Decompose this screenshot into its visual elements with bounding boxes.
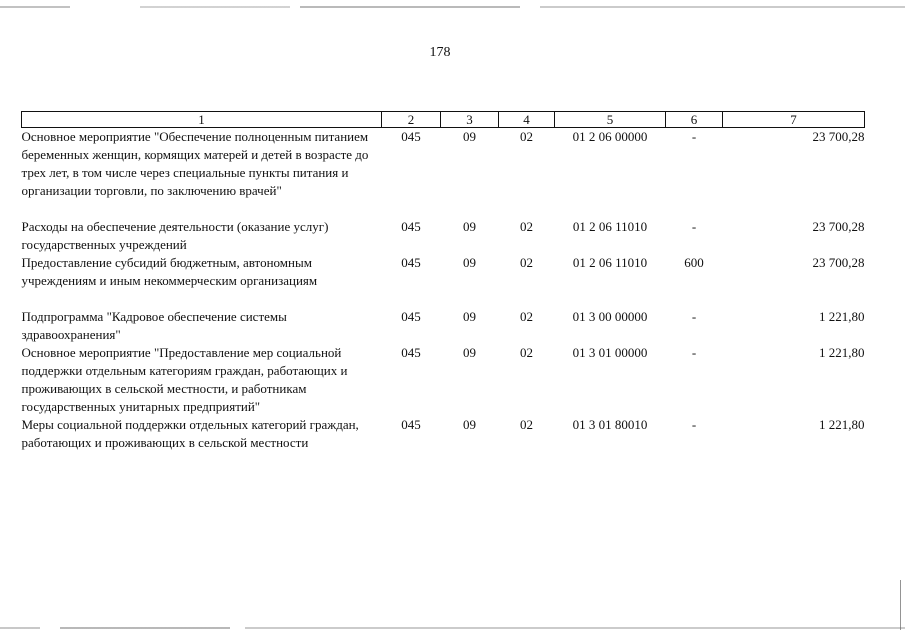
row-name: Меры социальной поддержки отдельных категорий граждан, работающих и проживающих в сельской местности — [21, 417, 359, 450]
row-subsection: 02 — [520, 345, 533, 360]
row-section: 09 — [463, 219, 476, 234]
row-section: 09 — [463, 309, 476, 324]
table-row — [22, 254, 865, 290]
row-admin: 045 — [401, 345, 421, 360]
row-amount: 1 221,80 — [819, 345, 865, 360]
row-spacer — [22, 200, 865, 218]
row-name: Основное мероприятие "Предоставление мер социальной поддержки отдельным категориям граждан, работающих и проживающих в сельской местности, и работникам государственных унитарных предприятий" — [21, 345, 348, 414]
row-admin: 045 — [401, 417, 421, 432]
table-header-row — [22, 112, 865, 128]
row-type: - — [691, 309, 697, 324]
row-admin: 045 — [401, 129, 421, 144]
budget-table — [21, 111, 865, 452]
row-subsection: 02 — [520, 219, 533, 234]
row-name: Расходы на обеспечение деятельности (оказание услуг) государственных учреждений — [21, 219, 329, 252]
scan-edge-bottom — [0, 627, 905, 629]
row-amount: 23 700,28 — [812, 219, 865, 234]
row-amount: 23 700,28 — [812, 255, 865, 270]
row-admin: 045 — [401, 219, 421, 234]
row-amount: 23 700,28 — [812, 129, 865, 144]
row-target: 01 3 00 00000 — [572, 309, 648, 324]
row-section: 09 — [463, 417, 476, 432]
row-type: - — [691, 129, 697, 144]
row-target: 01 3 01 00000 — [572, 345, 648, 360]
column-header: 3 — [441, 112, 499, 128]
table-row — [22, 218, 865, 254]
row-subsection: 02 — [520, 255, 533, 270]
row-section: 09 — [463, 345, 476, 360]
row-type: - — [691, 417, 697, 432]
column-header: 5 — [555, 112, 666, 128]
row-admin: 045 — [401, 309, 421, 324]
row-target: 01 2 06 11010 — [572, 219, 648, 234]
scan-edge-top — [0, 6, 905, 8]
row-amount: 1 221,80 — [819, 309, 865, 324]
row-spacer — [22, 290, 865, 308]
row-name: Предоставление субсидий бюджетным, автономным учреждениям и иным некоммерческим организациям — [21, 255, 318, 288]
column-header: 1 — [22, 112, 382, 128]
table-row — [22, 308, 865, 344]
row-name: Подпрограмма "Кадровое обеспечение системы здравоохранения" — [21, 309, 287, 342]
row-target: 01 2 06 00000 — [572, 129, 648, 144]
row-type: 600 — [684, 255, 704, 270]
row-name: Основное мероприятие "Обеспечение полноценным питанием беременных женщин, кормящих матерей и детей в возрасте до трех лет, в том числе через специальные пункты питания и организации торговли, по заключению врачей" — [21, 129, 369, 198]
table-row — [22, 344, 865, 416]
column-header: 6 — [666, 112, 723, 128]
row-section: 09 — [463, 129, 476, 144]
row-subsection: 02 — [520, 129, 533, 144]
row-subsection: 02 — [520, 309, 533, 324]
column-header: 2 — [382, 112, 441, 128]
scan-edge-right — [900, 580, 901, 630]
column-header: 4 — [499, 112, 555, 128]
row-target: 01 3 01 80010 — [572, 417, 648, 432]
page-number: 178 — [429, 45, 451, 60]
row-target: 01 2 06 11010 — [572, 255, 648, 270]
row-amount: 1 221,80 — [819, 417, 865, 432]
table-row — [22, 416, 865, 452]
row-type: - — [691, 345, 697, 360]
row-subsection: 02 — [520, 417, 533, 432]
row-type: - — [691, 219, 697, 234]
row-admin: 045 — [401, 255, 421, 270]
table-row — [22, 128, 865, 201]
column-header: 7 — [723, 112, 865, 128]
row-section: 09 — [463, 255, 476, 270]
